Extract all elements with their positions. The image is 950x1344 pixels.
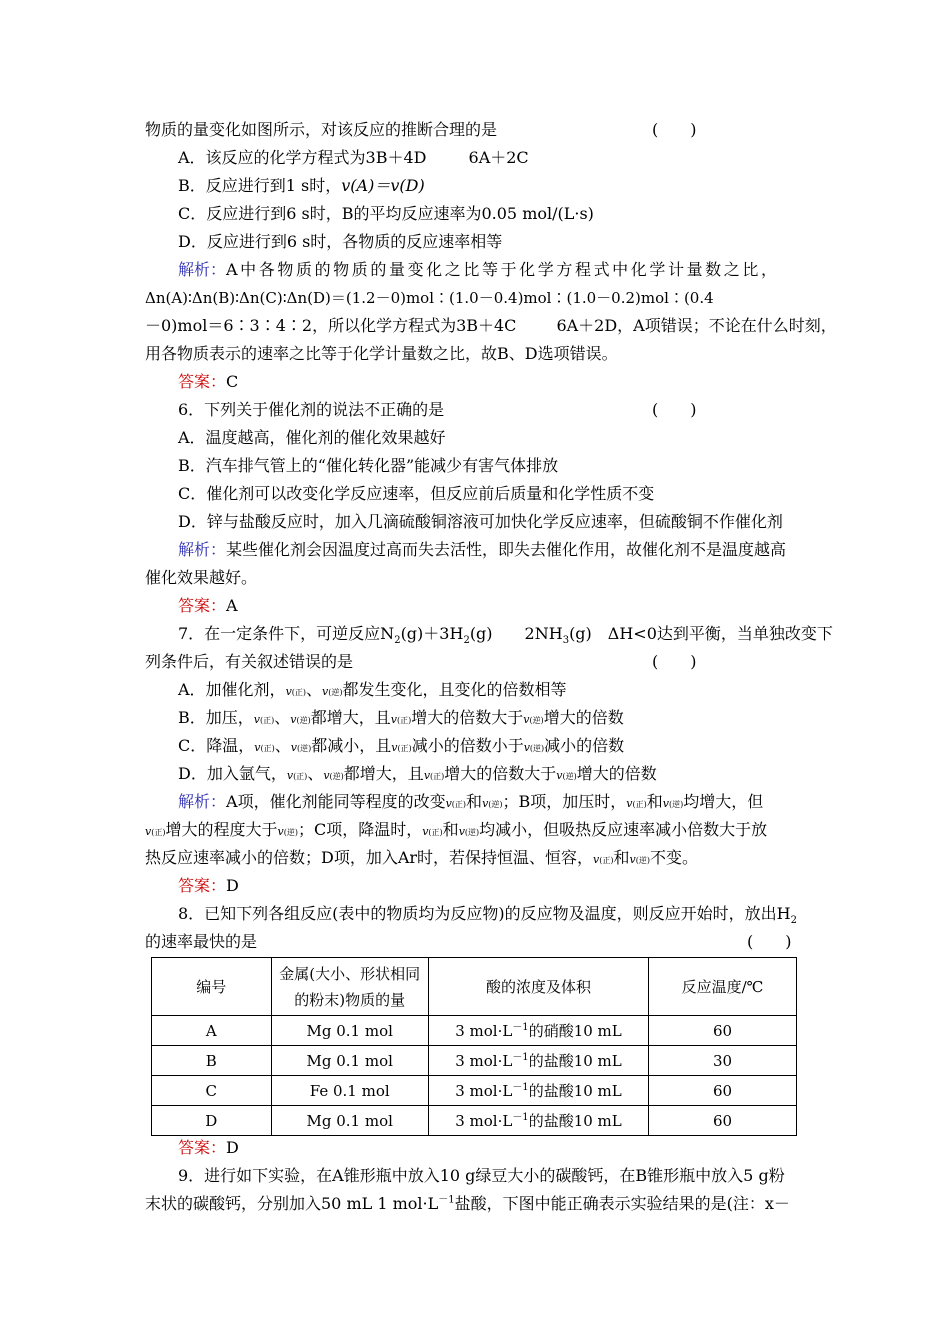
q7-analysis-line-3: 热反应速率减小的倍数；D项，加入Ar时，若保持恒温、恒容，v(正)和v(逆)不变。	[145, 848, 699, 867]
row-metal: Mg 0.1 mol	[271, 1016, 428, 1046]
table-row	[152, 1106, 797, 1136]
q6-option-a: A．温度越高，催化剂的催化效果越好	[178, 428, 446, 447]
table-row	[152, 1046, 797, 1076]
q5-option-b: B．反应进行到1 s时，v(A)＝v(D)	[178, 176, 425, 195]
answer-label: 答案：	[178, 372, 227, 391]
header-id: 编号	[152, 958, 272, 1016]
row-temperature: 60	[649, 1106, 797, 1136]
q9-stem-line-1: 9．进行如下实验，在A锥形瓶中放入10 g绿豆大小的碳酸钙，在B锥形瓶中放入5 g粉	[178, 1166, 785, 1185]
q7-option-a: A．加催化剂，v(正)、v(逆)都发生变化，且变化的倍数相等	[178, 680, 567, 699]
row-metal: Fe 0.1 mol	[271, 1076, 428, 1106]
q8-stem-line-2: 的速率最快的是	[145, 932, 258, 951]
row-acid: 3 $mol\cdot L^{-1}$的盐酸10 mL	[428, 1046, 648, 1076]
q9-stem-line-2: 末状的碳酸钙，分别加入50 mL 1 $mol\cdot L^{-1}$盐酸，下图中能正确表示实验结果的是(注：x－	[145, 1194, 790, 1213]
q5-analysis-line-4: 用各物质表示的速率之比等于化学计量数之比，故B、D选项错误。	[145, 344, 618, 363]
q7-stem-line-2: 列条件后，有关叙述错误的是	[145, 652, 354, 671]
q8-bracket: ( )	[747, 932, 792, 951]
q8-data-table	[151, 957, 797, 1136]
header-temperature: 反应温度/℃	[649, 958, 797, 1016]
table-header-row	[152, 958, 797, 1016]
row-temperature: 60	[649, 1016, 797, 1046]
q7-answer: 答案：D	[178, 876, 239, 895]
q7-option-d: D．加入氩气，v(正)、v(逆)都增大，且v(正)增大的倍数大于v(逆)增大的倍数	[178, 764, 657, 783]
q5-option-d: D．反应进行到6 s时，各物质的反应速率相等	[178, 232, 503, 251]
q6-option-c: C．催化剂可以改变化学反应速率，但反应前后质量和化学性质不变	[178, 484, 655, 503]
q6-analysis-line-1: 解析：某些催化剂会因温度过高而失去活性，即失去催化作用，故催化剂不是温度越高	[178, 540, 787, 559]
row-metal: Mg 0.1 mol	[271, 1046, 428, 1076]
q6-bracket: ( )	[652, 400, 697, 419]
q5-option-c: C．反应进行到6 s时，B的平均反应速率为0.05 mol/(L·s)	[178, 204, 594, 223]
row-id: C	[152, 1076, 272, 1106]
row-metal: Mg 0.1 mol	[271, 1106, 428, 1136]
row-temperature: 60	[649, 1076, 797, 1106]
header-metal: 金属(大小、形状相同 的粉末)物质的量	[271, 958, 428, 1016]
header-acid: 酸的浓度及体积	[428, 958, 648, 1016]
q5-analysis-line-3: －0)mol＝6∶3∶4∶2，所以化学方程式为3B＋4C 6A＋2D，A项错误；不论在什么时刻，	[145, 316, 837, 335]
q5-stem-tail: 物质的量变化如图所示，对该反应的推断合理的是	[145, 120, 498, 139]
q5-analysis-line-2: Δn(A)∶Δn(B)∶Δn(C)∶Δn(D)＝(1.2－0)mol∶(1.0－0.4)mol∶(1.0－0.2)mol∶(0.4	[145, 289, 714, 307]
q7-stem-line-1: 7．在一定条件下，可逆反应$N_2(g)+3H_2(g)$ $2NH_3(g)$ ΔH<0达到平衡，当单独改变下	[178, 624, 833, 647]
row-temperature: 30	[649, 1046, 797, 1076]
q6-analysis-line-2: 催化效果越好。	[145, 568, 258, 587]
q7-analysis-line-1: 解析：A项，催化剂能同等程度的改变v(正)和v(逆)；B项，加压时，v(正)和v(逆)均增大，但	[178, 792, 764, 811]
q6-option-d: D．锌与盐酸反应时，加入几滴硫酸铜溶液可加快化学反应速率，但硫酸铜不作催化剂	[178, 512, 783, 531]
row-id: D	[152, 1106, 272, 1136]
q5-answer: 答案：C	[178, 372, 239, 391]
analysis-label: 解析：	[178, 260, 227, 279]
row-id: B	[152, 1046, 272, 1076]
q6-option-b: B．汽车排气管上的“催化转化器”能减少有害气体排放	[178, 456, 559, 475]
q5-bracket: ( )	[652, 120, 697, 139]
q6-answer: 答案：A	[178, 596, 238, 615]
q8-answer: 答案：D	[178, 1138, 239, 1157]
table-row	[152, 1016, 797, 1046]
q6-stem: 6．下列关于催化剂的说法不正确的是	[178, 400, 445, 419]
row-id: A	[152, 1016, 272, 1046]
q8-stem-line-1: 8．已知下列各组反应(表中的物质均为反应物)的反应物及温度，则反应开始时，放出$H_2$	[178, 904, 797, 927]
q7-option-b: B．加压，v(正)、v(逆)都增大，且v(正)增大的倍数大于v(逆)增大的倍数	[178, 708, 624, 727]
q7-option-c: C．降温，v(正)、v(逆)都减小，且v(正)减小的倍数小于v(逆)减小的倍数	[178, 736, 625, 755]
q5-option-a: A．该反应的化学方程式为3B＋4D 6A＋2C	[178, 148, 529, 167]
table-row	[152, 1076, 797, 1106]
row-acid: 3 $mol\cdot L^{-1}$的盐酸10 mL	[428, 1106, 648, 1136]
q7-bracket: ( )	[652, 652, 697, 671]
row-acid: 3 $mol\cdot L^{-1}$的硝酸10 mL	[428, 1016, 648, 1046]
q7-analysis-line-2: v(正)增大的程度大于v(逆)；C项，降温时，v(正)和v(逆)均减小，但吸热反应速率减小倍数大于放	[145, 820, 768, 839]
row-acid: 3 $mol\cdot L^{-1}$的盐酸10 mL	[428, 1076, 648, 1106]
q5-analysis-line-1: 解析：A中各物质的物质的量变化之比等于化学方程式中化学计量数之比，	[178, 260, 780, 279]
